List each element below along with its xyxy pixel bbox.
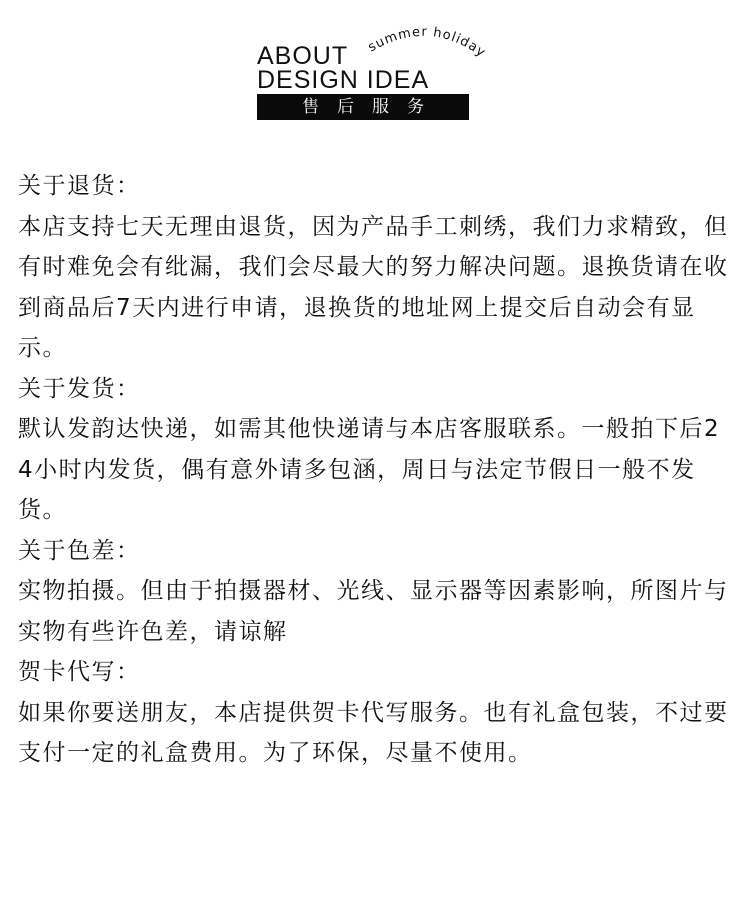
section-body-shipping: 默认发韵达快递，如需其他快递请与本店客服联系。一般拍下后24小时内发货，偶有意外请多包涵，周日与法定节假日一般不发货。 [18,416,721,523]
section-body-card: 如果你要送朋友，本店提供贺卡代写服务。也有礼盒包装，不过要支付一定的礼盒费用。为了环保，尽量不使用。 [18,699,729,766]
logo-arc-text: summer holiday [365,24,489,61]
policy-content [18,166,734,774]
section-heading-shipping: 关于发货： [18,375,141,402]
section-body-returns: 本店支持七天无理由退货，因为产品手工刺绣，我们力求精致，但有时难免会有纰漏，我们会尽最大的努力解决问题。退换货请在收到商品后7天内进行申请，退换货的地址网上提交后自动会有显示。 [18,213,729,361]
section-heading-returns: 关于退货： [18,173,141,199]
logo [255,22,489,122]
logo-bar-label: 售后服务 [257,94,469,120]
section-heading-color: 关于色差： [18,537,141,564]
logo-line-2: DESIGN IDEA [257,66,430,94]
logo-line-1: ABOUT [257,42,349,70]
section-heading-card: 贺卡代写： [18,659,141,685]
section-body-color: 实物拍摄。但由于拍摄器材、光线、显示器等因素影响，所图片与实物有些许色差，请谅解 [18,578,729,645]
